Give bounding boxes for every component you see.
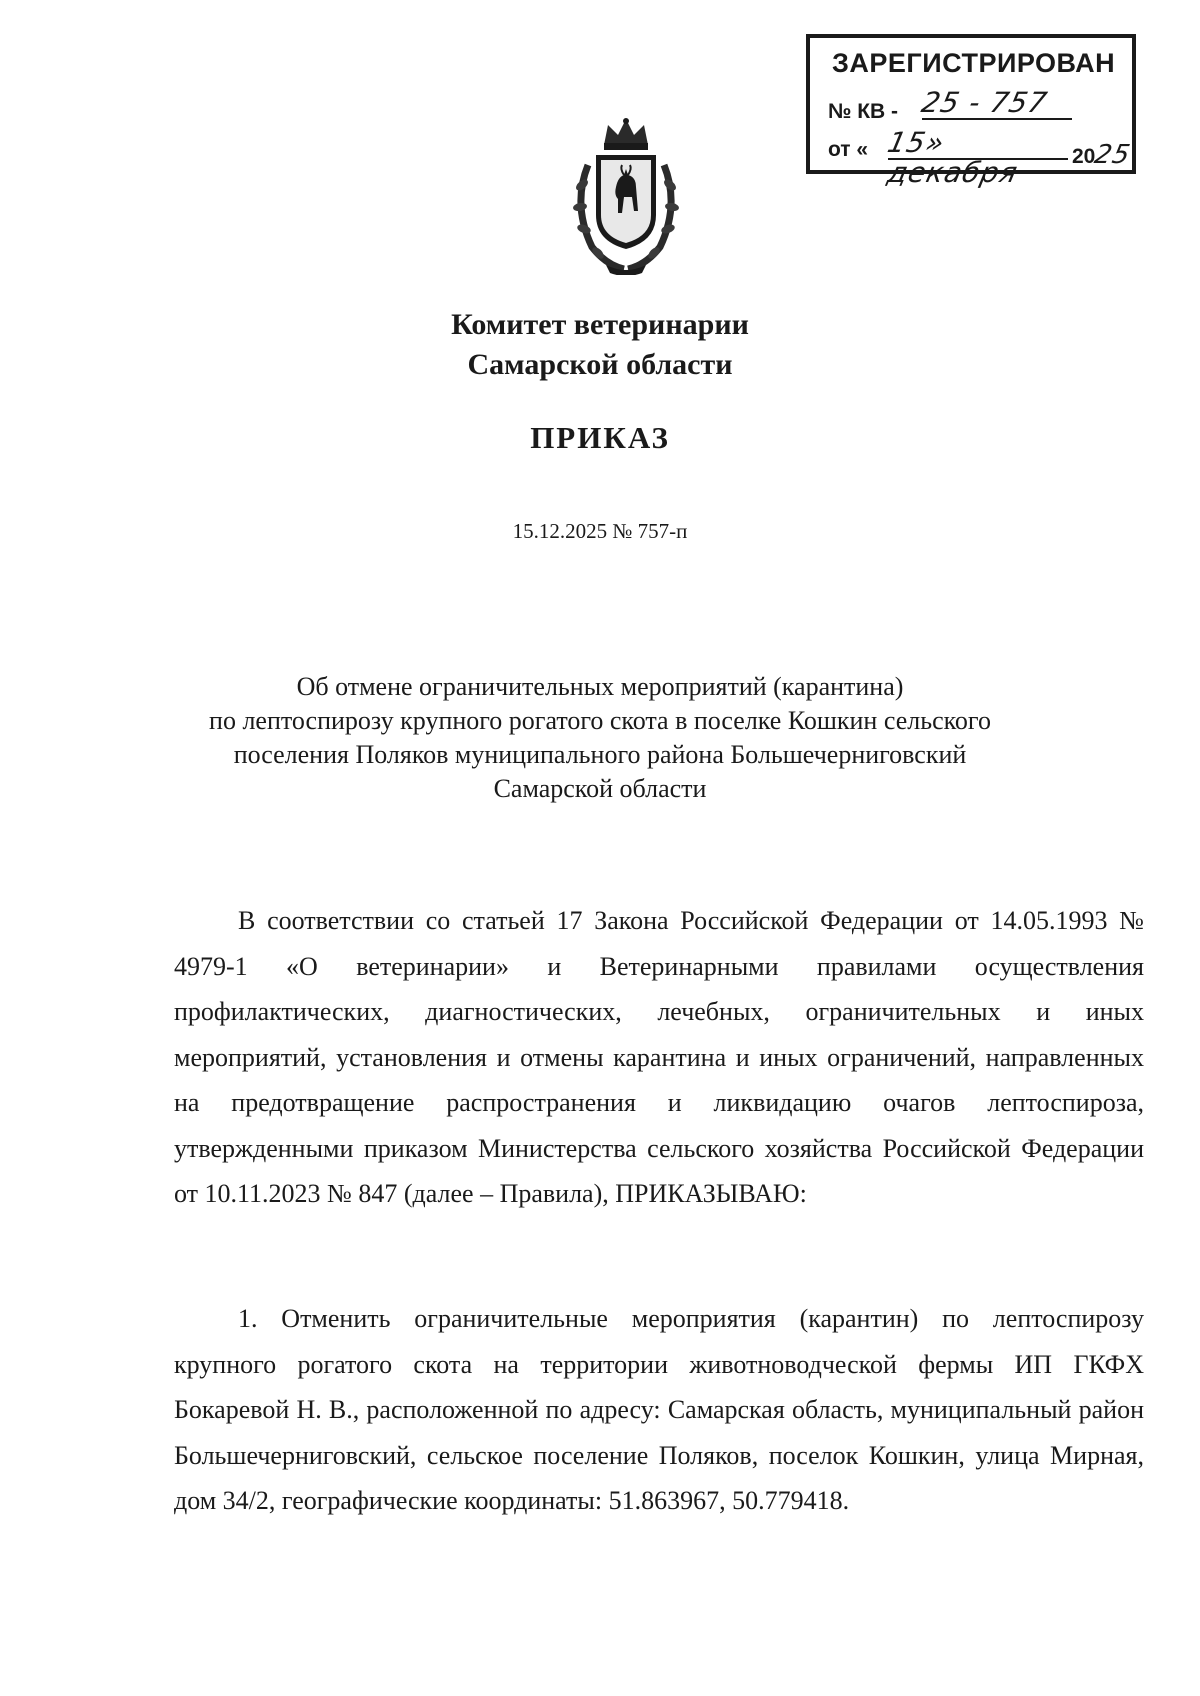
organization-name-line2: Самарской области [467, 348, 733, 381]
stamp-date-day: 15 [884, 126, 930, 159]
stamp-date-month: декабря [884, 156, 1022, 189]
stamp-year-prefix: 20 [1072, 145, 1096, 168]
stamp-number-label: № КВ - [828, 100, 899, 123]
stamp-title: ЗАРЕГИСТРИРОВАН [832, 48, 1116, 78]
stamp-date-handwritten [884, 126, 1068, 189]
subject-line: Самарской области [493, 774, 707, 803]
samara-coat-of-arms-icon [566, 115, 686, 275]
stamp-date-sep: » [922, 126, 948, 159]
organization-name-line1: Комитет ветеринарии [451, 308, 749, 341]
subject-line: по лептоспирозу крупного рогатого скота в поселке Кошкин сельского [209, 706, 991, 735]
subject-line: поселения Поляков муниципального района Большечерниговский [233, 740, 967, 769]
document-type: ПРИКАЗ [530, 420, 670, 455]
order-date-number: 15.12.2025 № 757-п [512, 519, 688, 543]
stamp-date-label: от « [828, 138, 869, 161]
order-subject [150, 670, 1050, 806]
stamp-number-value: 25 - 757 [918, 86, 1051, 119]
order-item-1: 1. Отменить ограничительные мероприятия (карантин) по лептоспирозу крупного рогатого скота на территории животноводческой фермы ИП ГКФХ Бокаревой Н. В., расположенной по адресу: Самарская область, муниципальный район Большечерниговский, сельское поселение Поляков, поселок Кошкин, улица Мирная, дом 34/2, географические координаты: 51.863967, 50.779418. [174, 1304, 1144, 1515]
registration-stamp [806, 34, 1136, 189]
subject-line: Об отмене ограничительных мероприятий (карантина) [296, 672, 904, 701]
stamp-number-handwritten [918, 86, 1072, 120]
stamp-year-suffix: 25 [1092, 140, 1134, 170]
stamp-year [1072, 140, 1134, 170]
preamble-paragraph: В соответствии со статьей 17 Закона Российской Федерации от 14.05.1993 № 4979-1 «О ветеринарии» и Ветеринарными правилами осуществления профилактических, диагностических, лечебных, ограничительных и иных мероприятий, установления и отмены карантина и иных ограничений, направленных на предотвращение распространения и ликвидацию очагов лептоспироза, утвержденными приказом Министерства сельского хозяйства Российской Федерации от 10.11.2023 № 847 (далее – Правила), ПРИКАЗЫВАЮ: [174, 906, 1144, 1208]
